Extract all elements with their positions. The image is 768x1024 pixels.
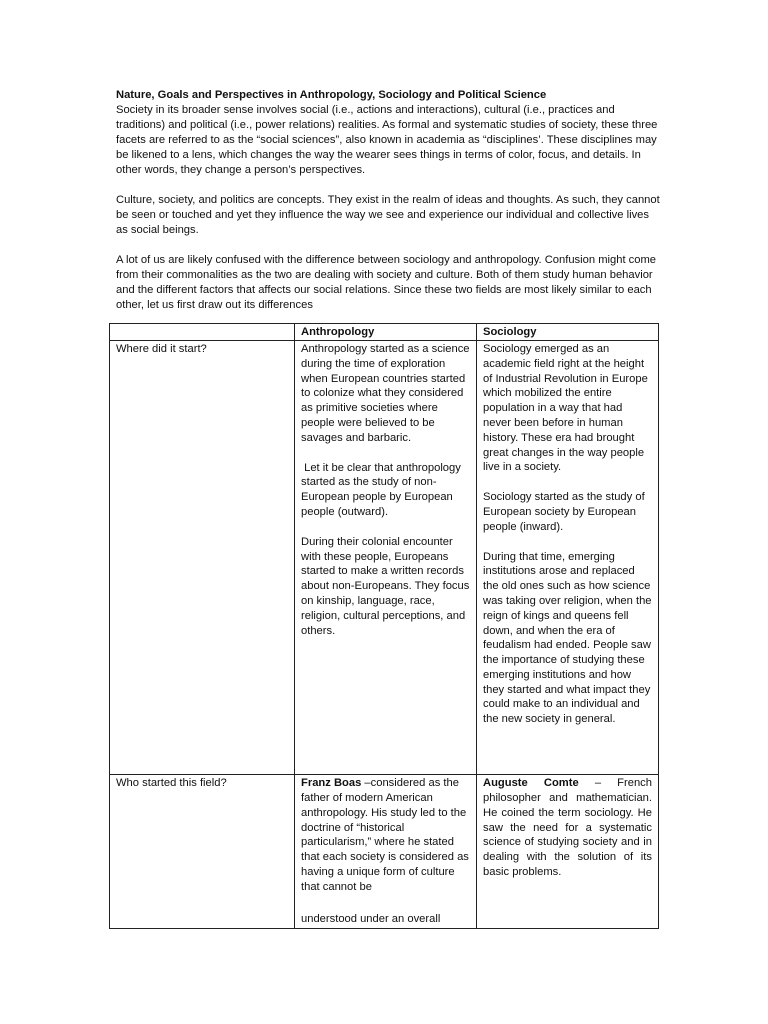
anthropology-origin-p2: Let it be clear that anthropology started as the study of non- European people by European people (outward). xyxy=(301,461,464,518)
boas-description-continued: understood under an overall xyxy=(301,912,441,925)
anthropology-origin-p1: Anthropology started as a science during the time of exploration when European countries started to colonize what they considered as primitive societies where people were believed to be savages and barbaric. xyxy=(301,342,470,444)
header-sociology: Sociology xyxy=(477,324,659,341)
sociology-origin-p2: Sociology started as the study of European society by European people (inward). xyxy=(483,491,645,533)
intro-section xyxy=(116,88,660,328)
intro-paragraph-2: Culture, society, and politics are concepts. They exist in the realm of ideas and thoughts. As such, they cannot be seen or touched and yet they influence the way we see and experience our individual and collective lives as social beings. xyxy=(116,194,660,236)
row-question-origin: Where did it start? xyxy=(110,340,295,774)
cell-spacer xyxy=(301,895,470,912)
table-row xyxy=(110,775,659,929)
comte-description: – French philosopher and mathematician. He coined the term sociology. He saw the need for a systematic science of studying society and in dealing with the solution of its basic problems. xyxy=(483,777,652,879)
sociology-origin-p3: During that time, emerging institutions arose and replaced the old ones such as how science was taking over religion, when the reign of kings and queens fell down, and when the era of feudalism had ended. People saw the importance of studying these emerging institutions and how they started and what impact they could make to an individual and the new society in general. xyxy=(483,550,652,726)
anthropology-founder-cell xyxy=(295,775,477,929)
document-title: Nature, Goals and Perspectives in Anthropology, Sociology and Political Science xyxy=(116,89,547,101)
founder-name-boas: Franz Boas xyxy=(301,777,362,790)
anthropology-origin-p3: During their colonial encounter with these people, Europeans started to make a written records about non-Europeans. They focus on kinship, language, race, religion, cultural perceptions, and others. xyxy=(301,535,470,637)
row-question-founder: Who started this field? xyxy=(110,775,295,929)
table-row xyxy=(110,340,659,774)
comparison-table xyxy=(109,323,659,929)
intro-paragraph-1: Society in its broader sense involves social (i.e., actions and interactions), cultural (i.e., practices and traditions) and political (i.e., power relations) realities. As formal and systematic studies of society, these three facets are referred to as the “social sciences”, also known in academia as “disciplines’. These disciplines may be likened to a lens, which changes the way the wearer sees things in terms of color, focus, and details. In other words, they change a person’s perspectives. xyxy=(116,104,658,176)
header-anthropology: Anthropology xyxy=(295,324,477,341)
founder-name-comte: Auguste Comte xyxy=(483,777,579,790)
sociology-founder-cell xyxy=(477,775,659,929)
header-empty-cell xyxy=(110,324,295,341)
boas-description: –considered as the father of modern American anthropology. His study led to the doctrine of “historical particularism,” where he stated that each society is considered as having a unique form of culture that cannot be xyxy=(301,777,469,893)
anthropology-origin-cell xyxy=(295,340,477,774)
anthropology-founder-text xyxy=(301,776,470,894)
intro-paragraph-3: A lot of us are likely confused with the difference between sociology and anthropology. Confusion might come from their commonalities as the two are dealing with society and culture. Both of them study human behavior and the different factors that affects our social relations. Since these two fields are most likely similar to each other, let us first draw out its differences xyxy=(116,254,657,311)
sociology-origin-cell xyxy=(477,340,659,774)
table-header-row xyxy=(110,324,659,341)
sociology-origin-p1: Sociology emerged as an academic field right at the height of Industrial Revolution in Europe which mobilized the entire population in a way that had never been before in human history. These era had brought great changes in the way people live in a society. xyxy=(483,342,648,474)
